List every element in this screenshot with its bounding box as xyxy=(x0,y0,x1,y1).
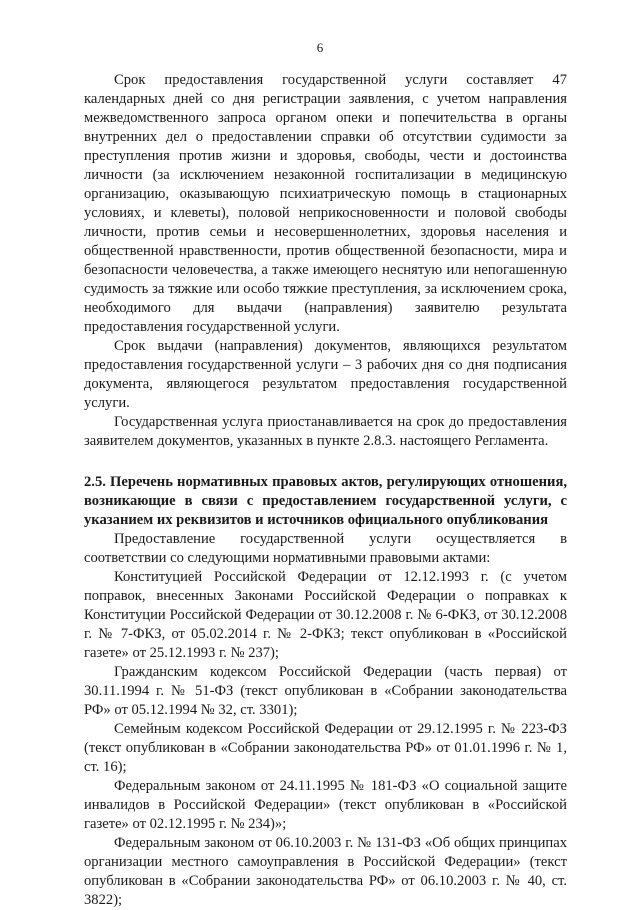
paragraph-legal-basis-intro: Предоставление государственной услуги осуществляется в соответствии со следующими нормативными правовыми актами: xyxy=(84,531,567,566)
page-content xyxy=(84,71,567,910)
paragraph-civil-code: Гражданским кодексом Российской Федерации (часть первая) от 30.11.1994 г. № 51-ФЗ (текст опубликован в «Собрании законодательства РФ» от 05.12.1994 № 32, ст. 3301); xyxy=(84,664,567,718)
paragraph-suspension: Государственная услуга приостанавливается на срок до предоставления заявителем документов, указанных в пункте 2.8.3. настоящего Регламента. xyxy=(84,414,567,449)
page-number: 6 xyxy=(316,40,324,55)
section-heading: 2.5. Перечень нормативных правовых актов, регулирующих отношения, возникающие в связи с предоставлением государственной услуги, с указанием их реквизитов и источников официального опубликования xyxy=(84,474,567,528)
paragraph-self-government-law: Федеральным законом от 06.10.2003 г. № 131-ФЗ «Об общих принципах организации местного самоуправления в Российской Федерации» (текст опубликован в «Собрании законодательства РФ» от 06.10.2003 г. № 40, ст. 3822); xyxy=(84,835,567,908)
paragraph-constitution: Конституцией Российской Федерации от 12.12.1993 г. (с учетом поправок, внесенных Законами Российской Федерации о поправках к Конституции Российской Федерации от 30.12.2008 г. № 6-ФКЗ, от 30.12.2008 г. № 7-ФКЗ, от 05.02.2014 г. № 2-ФКЗ; текст опубликован в «Российской газете» от 25.12.1993 г. № 237); xyxy=(84,569,567,661)
paragraph-disability-law: Федеральным законом от 24.11.1995 № 181-ФЗ «О социальной защите инвалидов в Российской Федерации» (текст опубликован в «Российской газете» от 02.12.1995 г. № 234)»; xyxy=(84,778,567,832)
paragraph-family-code: Семейным кодексом Российской Федерации от 29.12.1995 г. № 223-ФЗ (текст опубликован в «Собрании законодательства РФ» от 01.01.1996 г. № 1, ст. 16); xyxy=(84,721,567,775)
paragraph-issuance-term: Срок выдачи (направления) документов, являющихся результатом предоставления государственной услуги – 3 рабочих дня со дня подписания документа, являющегося результатом предоставления государственной услуги. xyxy=(84,338,567,411)
paragraph-service-term: Срок предоставления государственной услуги составляет 47 календарных дней со дня регистрации заявления, с учетом направления межведомственного запроса органом опеки и попечительства в органы внутренних дел о предоставлении справки об отсутствии судимости за преступления против жизни и здоровья, свободы, чести и достоинства личности (за исключением незаконной госпитализации в медицинскую организацию, оказывающую психиатрическую помощь в стационарных условиях, и клеветы), половой неприкосновенности и половой свободы личности, против семьи и несовершеннолетних, здоровья населения и общественной нравственности, против общественной безопасности, мира и безопасности человечества, а также имеющего неснятую или непогашенную судимость за тяжкие или особо тяжкие преступления, за исключением срока, необходимого для выдачи (направления) заявителю результата предоставления государственной услуги. xyxy=(84,72,567,335)
